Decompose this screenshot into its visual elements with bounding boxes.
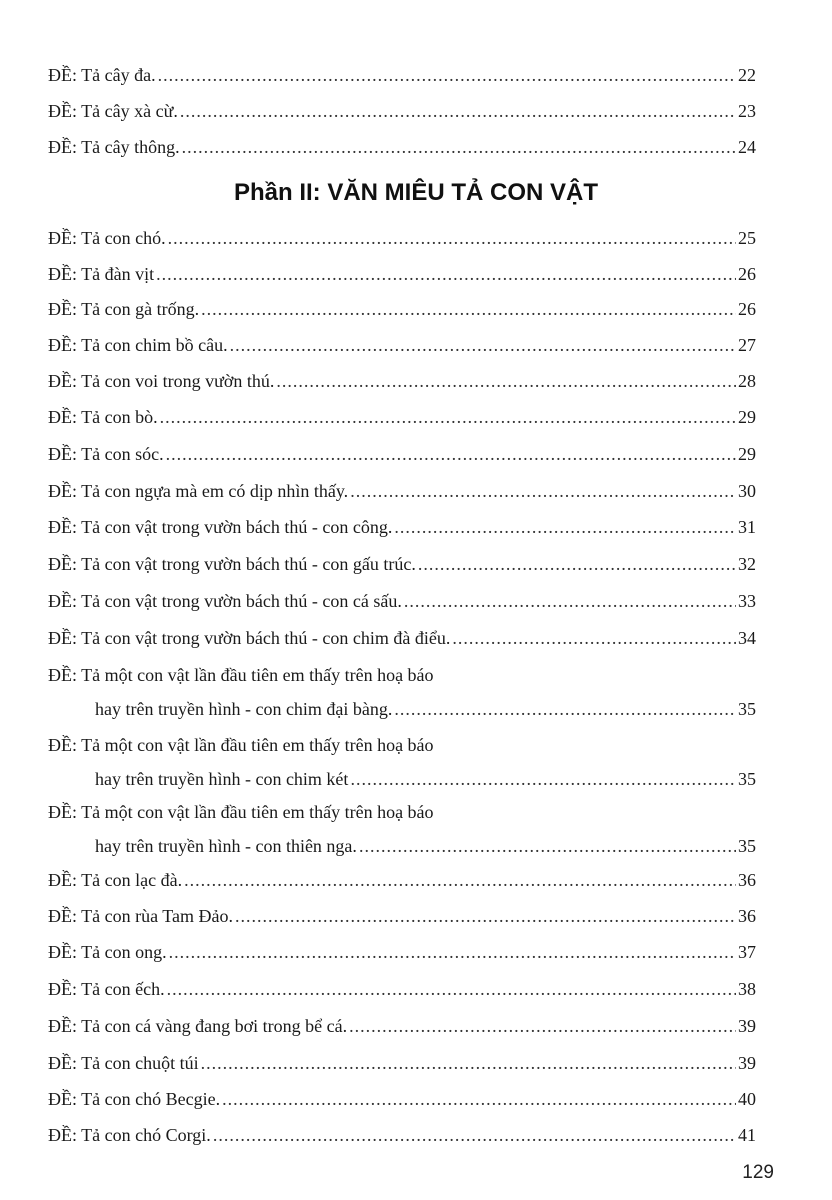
toc-entry[interactable] [48,298,756,320]
toc-entry[interactable] [48,627,756,649]
toc-entry-page: 25 [738,228,756,248]
toc-entry-page: 35 [738,836,756,856]
toc-entry[interactable] [48,869,756,891]
toc-entry[interactable] [48,136,756,158]
toc-entry[interactable] [48,1124,756,1146]
toc-entry[interactable] [48,100,756,122]
toc-entry-page: 29 [738,407,756,427]
section-heading: Phần II: VĂN MIÊU TẢ CON VẬT [233,179,598,206]
dot-leader [276,370,736,392]
dot-leader [235,905,736,927]
dot-leader [452,627,736,649]
toc-entry-page: 37 [738,942,756,962]
dot-leader [350,480,736,502]
dot-leader [168,227,736,249]
toc-entry-page: 29 [738,444,756,464]
toc-entry[interactable] [48,443,756,465]
dot-leader [160,406,736,428]
toc-entry-title: ĐỀ: Tả một con vật lần đầu tiên em thấy trên hoạ báo [48,735,434,755]
dot-leader [350,768,736,790]
toc-entry-page: 23 [738,101,756,121]
toc-entry-title: ĐỀ: Tả cây xà cừ. [48,101,178,121]
toc-entry-page: 31 [738,517,756,537]
toc-entry-title: ĐỀ: Tả một con vật lần đầu tiên em thấy trên hoạ báo [48,665,434,685]
toc-entry[interactable] [48,553,756,575]
toc-entry[interactable] [48,978,756,1000]
toc-entry-page: 28 [738,371,756,391]
dot-leader [418,553,736,575]
dot-leader [201,298,736,320]
toc-entry-title: ĐỀ: Tả con cá vàng đang bơi trong bể cá. [48,1016,348,1036]
toc-entry-title: ĐỀ: Tả con ong. [48,942,167,962]
toc-entry[interactable] [48,263,756,285]
toc-entry-title: ĐỀ: Tả con chó. [48,228,166,248]
toc-entry-title: ĐỀ: Tả cây thông. [48,137,180,157]
toc-entry[interactable] [48,734,756,790]
dot-leader [404,590,736,612]
toc-entry-title: ĐỀ: Tả con chuột túi [48,1053,199,1073]
toc-entry-page: 40 [738,1089,756,1109]
dot-leader [222,1088,736,1110]
dot-leader [167,978,736,1000]
toc-entry-continuation: hay trên truyền hình - con chim két [95,769,349,789]
dot-leader [166,443,736,465]
toc-entry-title: ĐỀ: Tả con chó Corgi. [48,1125,211,1145]
toc-entry-page: 41 [738,1125,756,1145]
dot-leader [156,263,736,285]
toc-entry-title: ĐỀ: Tả con chó Becgie. [48,1089,221,1109]
toc-entry-title: ĐỀ: Tả con lạc đà. [48,870,183,890]
toc-entry-title: ĐỀ: Tả con vật trong vườn bách thú - con gấu trúc. [48,554,416,574]
toc-entry-page: 36 [738,870,756,890]
toc-entry-title: ĐỀ: Tả con sóc. [48,444,164,464]
dot-leader [230,334,736,356]
toc-entry[interactable] [48,1015,756,1037]
toc-entry[interactable] [48,941,756,963]
dot-leader [359,835,736,857]
toc-entry-title: ĐỀ: Tả con ngựa mà em có dịp nhìn thấy. [48,481,349,501]
toc-entry-title: ĐỀ: Tả con chim bồ câu. [48,335,228,355]
dot-leader [169,941,736,963]
toc-entry-page: 33 [738,591,756,611]
toc-entry[interactable] [48,1052,756,1074]
toc-entry-page: 27 [738,335,756,355]
dot-leader [394,516,736,538]
toc-entry-page: 39 [738,1053,756,1073]
dot-leader [213,1124,736,1146]
dot-leader [349,1015,736,1037]
toc-entry-title: ĐỀ: Tả con bò. [48,407,158,427]
toc-entry-continuation: hay trên truyền hình - con thiên nga. [95,836,357,856]
toc-entry-title: ĐỀ: Tả đàn vịt [48,264,155,284]
toc-entry-page: 35 [738,769,756,789]
toc-entry-page: 26 [738,299,756,319]
toc-entry-page: 22 [738,65,756,85]
toc-entry-page: 24 [738,137,756,157]
toc-entry-title: ĐỀ: Tả cây đa. [48,65,156,85]
toc-entry[interactable] [48,1088,756,1110]
toc-entry[interactable] [48,801,756,857]
toc-entry-continuation: hay trên truyền hình - con chim đại bàng. [95,699,393,719]
toc-entry[interactable] [48,227,756,249]
dot-leader [184,869,736,891]
dot-leader [158,64,736,86]
toc-entry-title: ĐỀ: Tả con vật trong vườn bách thú - con công. [48,517,393,537]
dot-leader [182,136,736,158]
toc-entry-page: 26 [738,264,756,284]
toc-entry[interactable] [48,334,756,356]
toc-entry-title: ĐỀ: Tả con vật trong vườn bách thú - con chim đà điểu. [48,628,451,648]
toc-entry[interactable] [48,664,756,720]
toc-entry-page: 30 [738,481,756,501]
toc-entry[interactable] [48,370,756,392]
toc-entry-title: ĐỀ: Tả con gà trống. [48,299,200,319]
toc-entry-title: ĐỀ: Tả một con vật lần đầu tiên em thấy trên hoạ báo [48,802,434,822]
toc-entry-title: ĐỀ: Tả con ếch. [48,979,165,999]
toc-entry-title: ĐỀ: Tả con vật trong vườn bách thú - con cá sấu. [48,591,402,611]
toc-entry-page: 35 [738,699,756,719]
toc-entry-title: ĐỀ: Tả con voi trong vườn thú. [48,371,275,391]
toc-entry[interactable] [48,64,756,86]
dot-leader [180,100,736,122]
toc-entry[interactable] [48,480,756,502]
toc-entry-page: 39 [738,1016,756,1036]
toc-entry[interactable] [48,406,756,428]
toc-entry-page: 34 [738,628,756,648]
toc-entry-page: 32 [738,554,756,574]
toc-entry[interactable] [48,905,756,927]
toc-entry-title: ĐỀ: Tả con rùa Tam Đảo. [48,906,234,926]
page-number: 129 [742,1162,774,1183]
dot-leader [394,698,736,720]
toc-entry-page: 38 [738,979,756,999]
toc-entry[interactable] [48,516,756,538]
toc-entry-page: 36 [738,906,756,926]
dot-leader [201,1052,736,1074]
toc-entry[interactable] [48,590,756,612]
